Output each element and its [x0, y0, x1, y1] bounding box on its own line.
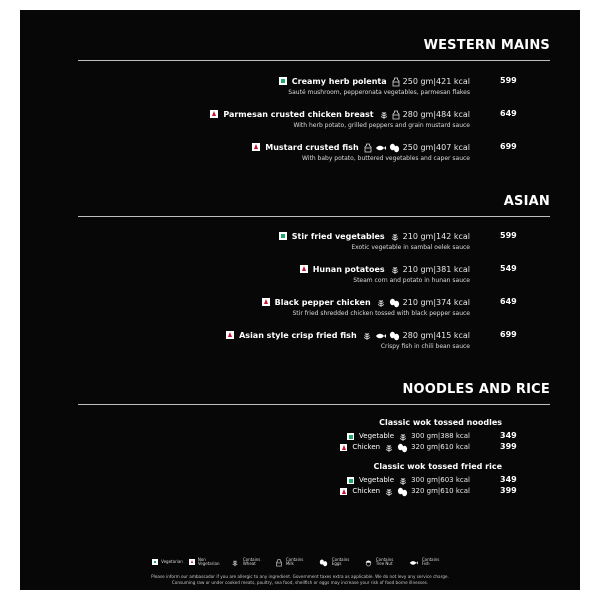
- menu-item-header: [210, 108, 470, 120]
- menu-item: [80, 296, 550, 322]
- menu-item: [80, 75, 550, 101]
- menu-item-header: [279, 230, 470, 242]
- disclaimer-line-2: Consuming raw or under cooked meats, poultry, sea food, shellfish or eggs may increase your risk of food borne illnesses.: [171, 580, 429, 585]
- menu-item-portion: 210 gm|142 kcal: [402, 231, 470, 241]
- wheat-icon: [379, 105, 389, 124]
- menu-item-description: Steam corn and potato in hunan sauce: [353, 277, 470, 284]
- dish-variant-portion: 300 gm|603 kcal: [411, 476, 470, 484]
- egg-icon: [397, 438, 408, 457]
- milk-icon: [276, 554, 282, 569]
- legend-entry: [408, 553, 448, 572]
- dish-variant-portion: 300 gm|388 kcal: [411, 432, 470, 440]
- menu-item: [80, 263, 550, 289]
- dish-variant-price: 349: [500, 475, 517, 484]
- fish-icon: [375, 326, 386, 345]
- dietary-legend: [20, 555, 580, 569]
- legend-entry: [152, 559, 183, 565]
- menu-item-description: Crispy fish in chili bean sauce: [380, 343, 470, 350]
- dish-variant: [270, 475, 550, 485]
- legend-entry: [275, 553, 312, 572]
- dish-variant-header: [347, 475, 470, 485]
- nonveg-mark-icon: [340, 488, 347, 495]
- dish-variant-header: [347, 431, 470, 441]
- wheat-icon: [390, 227, 400, 246]
- menu-item-name: Asian style crisp fried fish: [239, 330, 357, 340]
- nonveg-mark-icon: [210, 110, 218, 118]
- wheat-icon: [390, 260, 400, 279]
- legend-label: Contains Eggs: [331, 556, 350, 566]
- menu-item-name: Hunan potatoes: [312, 264, 385, 274]
- dish-variant-name: Vegetable: [359, 432, 395, 440]
- dish-variant-name: Chicken: [352, 487, 381, 495]
- dish-variant-portion: 320 gm|610 kcal: [411, 487, 470, 495]
- menu-item: [80, 329, 550, 355]
- menu-item-name: Creamy herb polenta: [291, 76, 387, 86]
- milk-icon: [364, 138, 372, 157]
- menu-item-portion: 250 gm|407 kcal: [402, 142, 470, 152]
- menu-item-portion: 210 gm|381 kcal: [402, 264, 470, 274]
- dish-variant-price: 399: [500, 486, 517, 495]
- legend-entry: [189, 558, 224, 567]
- veg-mark-icon: [279, 232, 287, 240]
- menu-item: [80, 230, 550, 256]
- menu-item-name: Stir fried vegetables: [291, 231, 385, 241]
- egg-icon: [389, 293, 400, 312]
- wheat-icon: [384, 482, 394, 501]
- disclaimer: [20, 574, 580, 586]
- menu-item: [80, 141, 550, 167]
- menu-item-portion: 280 gm|415 kcal: [402, 330, 470, 340]
- menu-item-header: [279, 75, 470, 87]
- menu-item: [80, 108, 550, 134]
- legend-label: Vegetarian: [161, 558, 183, 564]
- menu-item-price: 649: [500, 109, 517, 118]
- egg-icon: [319, 554, 328, 569]
- nonveg-mark-icon: [252, 143, 260, 151]
- dish-variant-price: 349: [500, 431, 517, 440]
- legend-entry: [318, 553, 358, 572]
- menu-item-description: Sauté mushroom, pepperonata vegetables, parmesan flakes: [288, 89, 470, 96]
- nonveg-mark-icon: [189, 559, 195, 565]
- menu-item-description: Stir fried shredded chicken tossed with black pepper sauce: [292, 310, 470, 317]
- milk-icon: [392, 105, 400, 124]
- menu-item-portion: 250 gm|421 kcal: [402, 76, 470, 86]
- wheat-icon: [362, 326, 372, 345]
- nonveg-mark-icon: [262, 298, 270, 306]
- menu-item-name: Black pepper chicken: [274, 297, 371, 307]
- menu-page: [20, 10, 580, 590]
- menu-item-header: [262, 296, 470, 308]
- legend-entry: [230, 553, 269, 572]
- menu-item-header: [252, 141, 470, 153]
- dish-variant-portion: 320 gm|610 kcal: [411, 443, 470, 451]
- nut-icon: [365, 554, 372, 569]
- section-divider: [78, 404, 550, 405]
- menu-item-description: With baby potato, buttered vegetables and caper sauce: [302, 155, 470, 162]
- egg-icon: [389, 326, 400, 345]
- dish-variant-name: Vegetable: [359, 476, 395, 484]
- menu-item-name: Parmesan crusted chicken breast: [223, 109, 374, 119]
- menu-item-portion: 280 gm|484 kcal: [402, 109, 470, 119]
- legend-label: Contains Wheat: [242, 556, 261, 566]
- menu-item-price: 599: [500, 76, 517, 85]
- egg-icon: [389, 138, 400, 157]
- legend-entry: [364, 553, 402, 572]
- section-title-western-mains: WESTERN MAINS: [423, 38, 550, 53]
- wheat-icon: [384, 438, 394, 457]
- section-divider: [78, 60, 550, 61]
- dish-variant-name: Chicken: [352, 443, 381, 451]
- menu-item-portion: 210 gm|374 kcal: [402, 297, 470, 307]
- legend-label: Contains Tree Nut: [375, 556, 394, 566]
- dish-variant-header: [340, 442, 470, 452]
- dish-group-title: Classic wok tossed noodles: [379, 418, 502, 427]
- veg-mark-icon: [152, 559, 158, 565]
- section-title-noodles-and-rice: NOODLES AND RICE: [402, 382, 550, 397]
- legend-label: Contains Fish: [421, 556, 440, 566]
- disclaimer-line-1: Please inform our ambassador if you are allergic to any ingredient. Government taxes extra as applicable. We do not levy any service charge.: [151, 574, 449, 579]
- milk-icon: [392, 72, 400, 91]
- menu-item-name: Mustard crusted fish: [265, 142, 359, 152]
- menu-item-price: 699: [500, 330, 517, 339]
- menu-item-description: With herb potato, grilled peppers and grain mustard sauce: [293, 122, 470, 129]
- egg-icon: [397, 482, 408, 501]
- nonveg-mark-icon: [300, 265, 308, 273]
- fish-icon: [409, 554, 418, 569]
- fish-icon: [375, 138, 386, 157]
- dish-variant: [270, 442, 550, 452]
- legend-label: Contains Milk: [285, 556, 304, 566]
- section-title-asian: ASIAN: [503, 194, 550, 209]
- dish-variant: [270, 431, 550, 441]
- dish-variant: [270, 486, 550, 496]
- menu-item-header: [226, 329, 470, 341]
- wheat-icon: [231, 554, 239, 569]
- menu-item-price: 549: [500, 264, 517, 273]
- menu-item-price: 699: [500, 142, 517, 151]
- menu-item-header: [300, 263, 470, 275]
- veg-mark-icon: [347, 477, 354, 484]
- legend-label: Non Vegetarian: [197, 556, 220, 566]
- section-divider: [78, 216, 550, 217]
- dish-group-title: Classic wok tossed fried rice: [373, 462, 502, 471]
- wheat-icon: [376, 293, 386, 312]
- dish-variant-price: 399: [500, 442, 517, 451]
- nonveg-mark-icon: [226, 331, 234, 339]
- dish-variant-header: [340, 486, 470, 496]
- veg-mark-icon: [347, 433, 354, 440]
- menu-item-description: Exotic vegetable in sambal oelek sauce: [351, 244, 470, 251]
- menu-item-price: 649: [500, 297, 517, 306]
- veg-mark-icon: [279, 77, 287, 85]
- menu-item-price: 599: [500, 231, 517, 240]
- nonveg-mark-icon: [340, 444, 347, 451]
